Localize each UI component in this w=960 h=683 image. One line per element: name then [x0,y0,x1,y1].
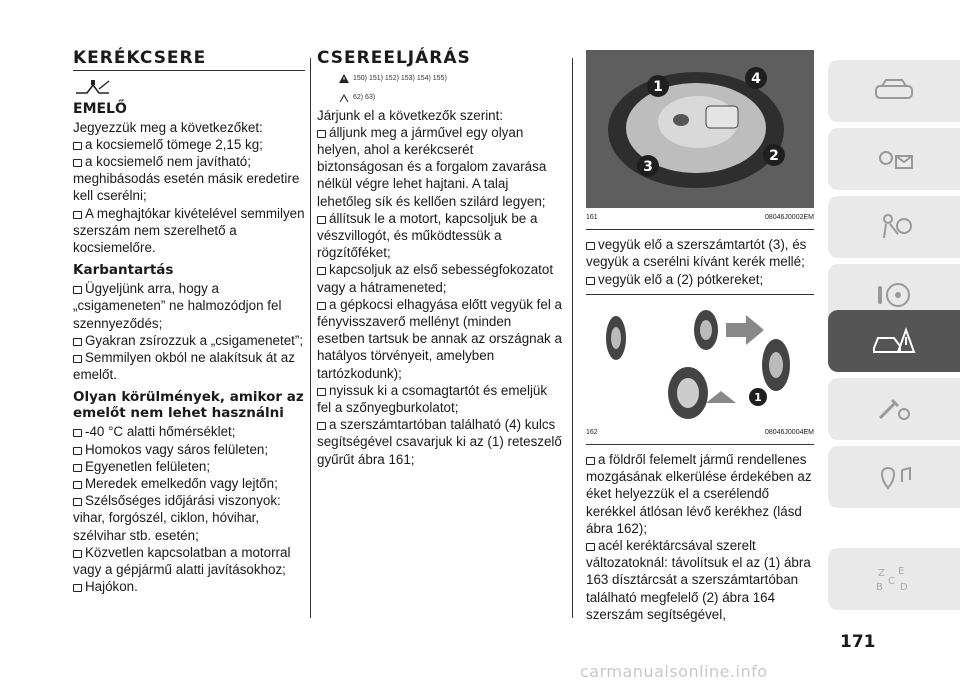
figure-162 [586,303,814,423]
checkbox-bullet-icon [317,267,326,275]
car-icon [874,78,914,104]
figure-code: 08046J0002EM [764,214,814,221]
tab-car[interactable] [828,60,960,122]
list-item: Semmilyen okból ne alakítsuk át az emelőt. [73,350,295,383]
checkbox-bullet-icon [73,142,82,150]
breakdown-icon [872,326,916,356]
callout-1: 1 [754,390,762,404]
page-number: 171 [840,632,876,652]
checkbox-bullet-icon [73,481,82,489]
callout-1: 1 [653,79,663,95]
heading-karbantartas: Karbantartás [73,262,174,279]
column-3 [586,50,814,623]
warning-icon [339,74,349,83]
svg-text:E: E [898,566,905,577]
column-2 [317,50,562,468]
tab-breakdown[interactable] [828,310,960,372]
list-item: a kocsiemelő nem javítható; meghibásodás esetén másik eredetire kell cserélni; [73,154,300,204]
column-divider [572,58,573,618]
checkbox-bullet-icon [73,355,82,363]
callout-3: 3 [643,159,653,175]
checkbox-bullet-icon [73,286,82,294]
svg-text:Z: Z [878,568,885,579]
airbag-icon [874,214,914,240]
list-item: a szerszámtartóban található (4) kulcs segítségével csavarjuk ki az (1) reteszelő gyűrűt ábra 161; [317,417,562,467]
tab-index[interactable] [828,548,960,610]
callout-4: 4 [751,71,761,87]
svg-text:B: B [876,582,883,593]
paragraph: Járjunk el a következők szerint: [317,107,504,123]
warning-refs: 150) 151) 152) 153) 154) 155) [339,70,562,87]
list-item: vegyük elő a (2) pótkereket; [586,271,814,288]
checkbox-bullet-icon [317,388,326,396]
section-title: KERÉKCSERE [73,48,207,68]
svg-text:C: C [888,576,895,587]
list-item: a kocsiemelő tömege 2,15 kg; [73,136,305,153]
wheel-chock-figure [586,303,814,423]
section-title: CSEREELJÁRÁS [317,48,471,68]
svg-text:D: D [900,582,908,593]
figure-161 [586,50,814,208]
checkbox-bullet-icon [73,159,82,167]
checkbox-bullet-icon [73,498,82,506]
list-item: nyissuk ki a csomagtartót és emeljük fel a szőnyegburkolatot; [317,382,548,416]
list-item: acél keréktárcsával szerelt változatoknál: távolítsuk el az (1) ábra 163 dísztárcsát a szerszámtartóban található megfelelő (2) ábra 164 szerszám segítségével, [586,538,811,622]
note-icon [339,94,349,103]
checkbox-bullet-icon [586,543,595,551]
subsection-title: EMELŐ [73,101,127,118]
list-item: Szélsőséges időjárási viszonyok: vihar, forgószél, ciklon, hóvihar, szélvihar stb. esetén; [73,493,281,543]
checkbox-bullet-icon [73,211,82,219]
list-item: vegyük elő a szerszámtartót (3), és vegyük a cserélni kívánt kerék mellé; [586,237,807,270]
list-item: Ügyeljünk arra, hogy a „csigameneten” ne halmozódjon fel szennyeződés; [73,281,282,331]
figure-caption [586,423,814,445]
list-item: Homokos vagy sáros felületen; [73,441,305,458]
checkbox-bullet-icon [73,584,82,592]
callout-2: 2 [769,148,779,164]
figure-number: 162 [586,428,598,436]
checkbox-bullet-icon [317,422,326,430]
checkbox-bullet-icon [586,242,595,250]
tab-safety[interactable] [828,196,960,258]
watermark: carmanualsonline.info [580,662,768,681]
figure-number: 161 [586,214,598,221]
tools-icon [874,396,914,422]
list-item: Hajókon. [73,578,305,595]
list-item: álljunk meg a járművel egy olyan helyen, ahol a kerékcserét biztonságosan és a forgalom zavarása nélkül végre lehet hajtani. A talaj lehetőleg sík és kellően szilárd legyen; [317,124,547,209]
list-item: kapcsoljuk az első sebességfokozatot vagy a hátrameneted; [317,262,554,295]
column-divider [310,58,311,618]
checkbox-bullet-icon [73,338,82,346]
gps-icon [874,464,914,490]
title-rule [73,70,305,71]
column-1 [73,50,305,595]
tab-lights[interactable] [828,128,960,190]
steering-icon [874,282,914,308]
jack-icon [73,77,113,97]
note-refs: 62) 63) [339,89,562,106]
checkbox-bullet-icon [586,277,595,285]
spare-wheel-figure [586,50,814,208]
list-item: a gépkocsi elhagyása előtt vegyük fel a fényvisszaverő mellényt (minden esetben tartsuk be annak az országnak a hatályos törvényeit, amelyben tartózkodunk); [317,296,562,381]
index-icon [874,564,914,594]
checkbox-bullet-icon [73,447,82,455]
checkbox-bullet-icon [73,550,82,558]
list-item: -40 °C alatti hőmérséklet; [73,423,305,440]
tab-multimedia[interactable] [828,446,960,508]
figure-caption [586,208,814,230]
checkbox-bullet-icon [317,130,326,138]
checkbox-bullet-icon [73,464,82,472]
lights-mail-icon [874,146,914,172]
list-item: A meghajtókar kivételével semmilyen szerszám nem szerelhető a kocsiemelőre. [73,205,305,256]
list-item: a földről felemelt jármű rendellenes mozgásának elkerülése érdekében az éket helyezzük el a cserélendő kerékkel átlósan lévő kerékhez (lásd ábra 162); [586,452,812,536]
figure-rule [586,294,814,295]
list-item: Közvetlen kapcsolatban a motorral vagy a gépjármű alatti javításokhoz; [73,544,291,578]
checkbox-bullet-icon [317,302,326,310]
checkbox-bullet-icon [586,457,595,465]
list-item: Meredek emelkedőn vagy lejtőn; [73,475,305,492]
checkbox-bullet-icon [317,216,326,224]
heading-conditions: Olyan körülmények, amikor az emelőt nem lehet használni [73,389,304,422]
checkbox-bullet-icon [73,429,82,437]
paragraph: Jegyezzük meg a következőket: [73,119,263,135]
list-item: állítsuk le a motort, kapcsoljuk be a vészvillogót, és működtessük a rögzítőféket; [317,210,538,261]
list-item: Egyenetlen felületen; [73,458,305,475]
tab-maintenance[interactable] [828,378,960,440]
figure-code: 08046J0004EM [764,428,814,436]
list-item: Gyakran zsírozzuk a „csigamenetet”; [73,332,305,349]
